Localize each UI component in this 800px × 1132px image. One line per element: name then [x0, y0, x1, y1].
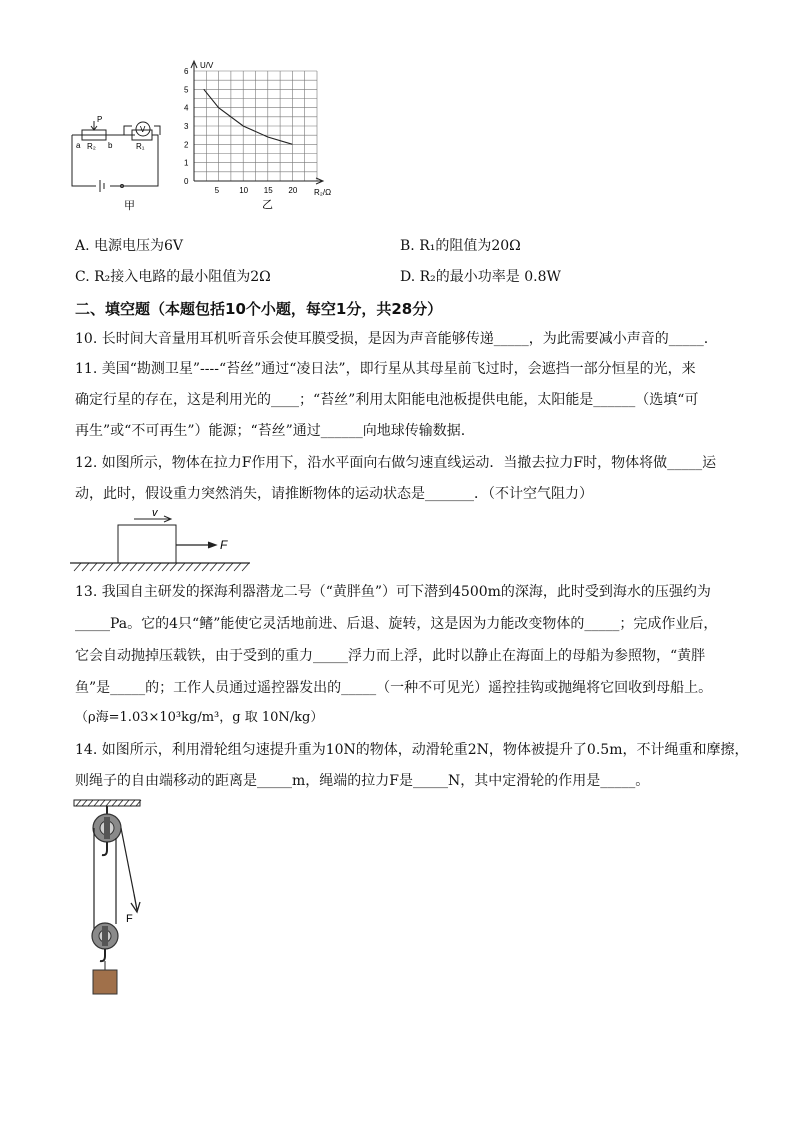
question-10: 10. 长时间大音量用耳机听音乐会使耳膜受损，是因为声音能够传递_____，为此需要减小声音的_____. — [75, 331, 709, 347]
ur-graph — [180, 55, 345, 215]
ground-hatch — [226, 563, 233, 571]
x-tick-label: 10 — [239, 186, 249, 195]
x-axis-label: R₂/Ω — [314, 188, 332, 197]
ceiling-hatch — [124, 800, 129, 806]
question-13-line-2: _____Pa。它的4只“鳍”能使它灵活地前进、后退、旋转，这是因为力能改变物体的_____；完成作业后， — [75, 616, 718, 632]
ground-hatch — [194, 563, 201, 571]
x-tick-label: 15 — [263, 186, 273, 195]
ceiling-hatch — [130, 800, 135, 806]
ceiling-hatch — [94, 800, 99, 806]
pulley-force-label: F — [126, 913, 133, 925]
battery — [100, 180, 104, 192]
y-tick-label: 2 — [184, 140, 189, 150]
pulley-diagram — [70, 798, 160, 1003]
label-r2: R₂ — [87, 142, 96, 151]
ceiling-hatch — [82, 800, 87, 806]
label-p: P — [97, 115, 103, 124]
ground-hatch — [82, 563, 89, 571]
y-tick-label: 5 — [184, 85, 189, 95]
ground-hatch — [122, 563, 129, 571]
ceiling-hatch — [76, 800, 81, 806]
ground-hatch — [114, 563, 121, 571]
circuit-diagram — [60, 110, 175, 220]
ground-hatch — [106, 563, 113, 571]
ground-hatch — [90, 563, 97, 571]
block-diagram — [70, 505, 270, 575]
ceiling-hatch — [100, 800, 105, 806]
y-tick-label: 1 — [184, 158, 189, 168]
question-11-line-3: 再生”或“不可再生”）能源；“苔丝”通过______向地球传输数据. — [75, 423, 466, 439]
pull-arrow — [131, 894, 140, 912]
question-14-line-1: 14. 如图所示，利用滑轮组匀速提升重为10N的物体，动滑轮重2N，物体被提升了0.5m，不计绳重和摩擦， — [75, 742, 749, 758]
force-label: F — [220, 538, 228, 552]
block — [118, 525, 176, 563]
section-title: 二、填空题（本题包括10个小题，每空1分，共28分） — [75, 300, 443, 318]
y-tick-label: 0 — [184, 177, 189, 186]
label-r1: R₁ — [136, 142, 145, 151]
label-a: a — [76, 141, 81, 150]
ground-hatch — [234, 563, 241, 571]
y-axis-label: U/V — [200, 61, 214, 70]
y-axis — [191, 61, 197, 181]
question-13-line-5: （ρ海=1.03×10³kg/m³，g 取 10N/kg） — [75, 710, 324, 725]
option-c[interactable]: C. R₂接入电路的最小阻值为2Ω — [75, 269, 271, 285]
circuit-caption: 甲 — [124, 200, 135, 212]
fixed-hook — [102, 842, 107, 855]
x-tick-label: 20 — [288, 186, 298, 195]
y-tick-label: 6 — [184, 67, 189, 76]
y-tick-label: 4 — [184, 103, 189, 113]
velocity-label: v — [152, 507, 158, 519]
ground-hatch — [202, 563, 209, 571]
ceiling-hatch — [112, 800, 117, 806]
ground-hatch — [154, 563, 161, 571]
option-a[interactable]: A. 电源电压为6V — [75, 238, 184, 254]
ground-hatch — [218, 563, 225, 571]
force-arrow — [176, 542, 216, 548]
question-12-line-1: 12. 如图所示，物体在拉力F作用下，沿水平面向右做匀速直线运动．当撤去拉力F时，物体将做_____运 — [75, 455, 717, 471]
ceiling-hatch — [88, 800, 93, 806]
x-tick-label: 5 — [214, 186, 220, 195]
question-13-line-4: 鱼”是_____的；工作人员通过遥控器发出的_____（一种不可见光）遥控挂钩或抛绳将它回收到母船上。 — [75, 680, 713, 696]
ceiling-hatch — [118, 800, 123, 806]
ground-hatch — [170, 563, 177, 571]
circuit-wire — [72, 135, 158, 186]
question-14-line-2: 则绳子的自由端移动的距离是_____m，绳端的拉力F是_____N，其中定滑轮的作用是_____。 — [75, 773, 650, 789]
ground-hatch — [210, 563, 217, 571]
ground-hatch — [138, 563, 145, 571]
ceiling-hatch — [106, 800, 111, 806]
ground-hatch — [146, 563, 153, 571]
question-11-line-1: 11. 美国“勘测卫星”----“苔丝”通过“凌日法”，即行星从其母星前飞过时，会遮挡一部分恒星的光，来 — [75, 361, 696, 377]
option-b[interactable]: B. R₁的阻值为20Ω — [400, 238, 521, 254]
question-13-line-3: 它会自动抛掉压载铁，由于受到的重力_____浮力而上浮，此时以静止在海面上的母船为参照物，“黄胖 — [75, 648, 706, 664]
ground-hatch — [186, 563, 193, 571]
ground-hatch — [130, 563, 137, 571]
label-b: b — [108, 141, 113, 150]
graph-caption: 乙 — [262, 199, 273, 211]
option-d[interactable]: D. R₂的最小功率是 0.8W — [400, 269, 561, 285]
ground-hatch — [178, 563, 185, 571]
question-11-line-2: 确定行星的存在，这是利用光的____；“苔丝”利用太阳能电池板提供电能，太阳能是______（选填“可 — [75, 392, 699, 408]
x-axis — [194, 178, 323, 184]
label-v: V — [140, 125, 146, 134]
ground-hatch — [242, 563, 249, 571]
ground-hatch — [98, 563, 105, 571]
question-13-line-1: 13. 我国自主研发的探海利器潜龙二号（“黄胖鱼”）可下潜到4500m的深海，此时受到海水的压强约为 — [75, 584, 711, 600]
ground-hatch — [162, 563, 169, 571]
load-box — [93, 970, 117, 994]
moving-hook — [100, 949, 105, 961]
ground-hatch — [74, 563, 81, 571]
y-tick-label: 3 — [184, 122, 189, 131]
question-12-line-2: 动，此时，假设重力突然消失，请推断物体的运动状态是_______．（不计空气阻力） — [75, 486, 593, 502]
